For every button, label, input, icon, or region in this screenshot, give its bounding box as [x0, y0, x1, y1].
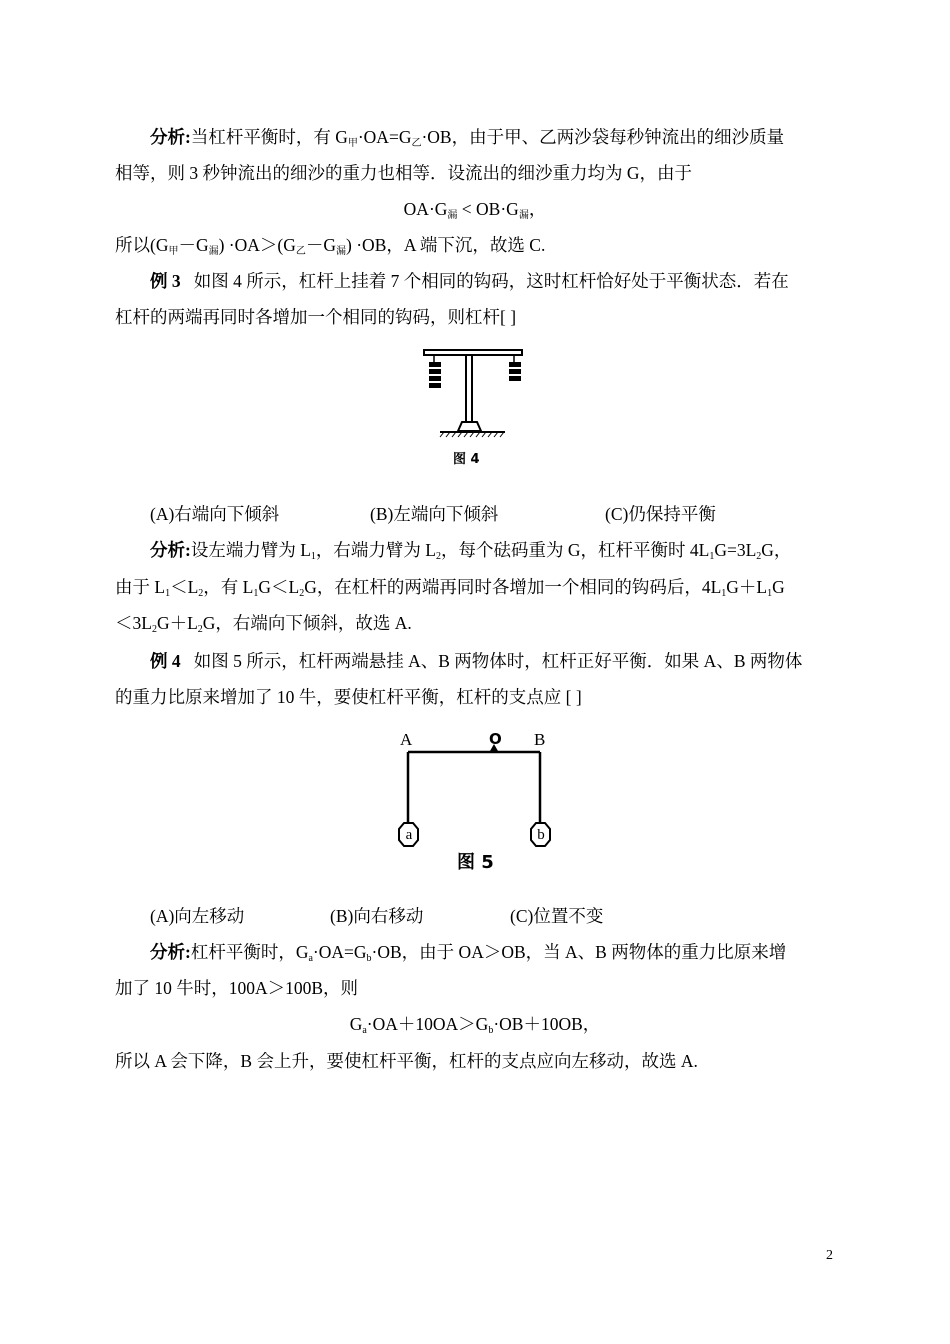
- ex2-analysis-line-1: 分析:当杠杆平衡时，有 $G_甲\cdot OA=G_乙\cdot OB$，由于甲、乙两沙袋每秒钟流出的细沙质量: [150, 127, 785, 149]
- ex3-option-a: (A)右端向下倾斜: [150, 504, 280, 524]
- ex2-equation: $OA\cdot G_漏 < OB\cdot G_漏$，: [403, 199, 547, 221]
- ex4-analysis-line-2: 加了 10 牛时，100A＞100B，则: [115, 978, 359, 998]
- figure-5-weight-b: b: [537, 827, 545, 843]
- ex3-analysis-line-3: $<3L_2G+L_2G$，右端向下倾斜，故选 A.: [115, 613, 412, 635]
- ex4-option-a: (A)向左移动: [150, 906, 245, 926]
- ex3-option-c: (C)仍保持平衡: [605, 504, 716, 524]
- ex4-question-line-2: 的重力比原来增加了 10 牛，要使杠杆平衡，杠杆的支点应 [ ]: [115, 687, 582, 707]
- ex4-analysis-line-1: 分析:杠杆平衡时，$G_a\cdot OA=G_b\cdot OB$，由于 OA＞OB，当 A、B 两物体的重力比原来增: [150, 942, 787, 964]
- figure-4-caption: 图 4: [453, 452, 480, 467]
- figure-5-label-o: O: [489, 730, 502, 748]
- ex4-label: 例 4: [150, 651, 181, 671]
- ex3-option-b: (B)左端向下倾斜: [370, 504, 499, 524]
- ex3-analysis-line-2: 由于 $L_1<L_2$，有 $L_1G<L_2G$，在杠杆的两端再同时各增加一个相同的钩码后，$4L_1G+L_1G$: [115, 577, 785, 599]
- ex4-conclusion: 所以 A 会下降，B 会上升，要使杠杆平衡，杠杆的支点应向左移动，故选 A.: [115, 1051, 698, 1071]
- figure-5-label-a: A: [400, 730, 413, 749]
- figure-5-weight-a: a: [405, 827, 413, 843]
- ex4-question-line-1: 例 4 如图 5 所示，杠杆两端悬挂 A、B 两物体时，杠杆正好平衡．如果 A、B 两物体: [150, 651, 803, 671]
- page-number: 2: [826, 1248, 833, 1263]
- ex3-label: 例 3: [150, 271, 181, 291]
- figure-5-caption: 图 5: [457, 852, 494, 873]
- ex4-equation: $G_a\cdot OA+10OA>G_b\cdot OB+10OB$，: [349, 1014, 601, 1036]
- figure-5-label-b: B: [534, 730, 546, 749]
- ex2-conclusion: 所以$(G_甲-G_漏) \cdot OA>(G_乙-G_漏) \cdot OB$，A 端下沉，故选 C.: [115, 235, 546, 257]
- ex3-question-line-2: 杠杆的两端再同时各增加一个相同的钩码，则杠杆[ ]: [115, 307, 517, 327]
- ex3-analysis-line-1: 分析:设左端力臂为 $L_1$，右端力臂为 $L_2$，每个砝码重为 G，杠杆平衡时 $4L_1G=3L_2G$，: [150, 540, 792, 562]
- figure-4-lever: [420, 345, 525, 440]
- ex2-analysis-line-2: 相等，则 3 秒钟流出的细沙的重力也相等．设流出的细沙重力均为 G，由于: [115, 163, 693, 183]
- ex4-option-c: (C)位置不变: [510, 906, 604, 926]
- ex4-option-b: (B)向右移动: [330, 906, 424, 926]
- ex3-question-line-1: 例 3 如图 4 所示，杠杆上挂着 7 个相同的钩码，这时杠杆恰好处于平衡状态．若在: [150, 271, 789, 291]
